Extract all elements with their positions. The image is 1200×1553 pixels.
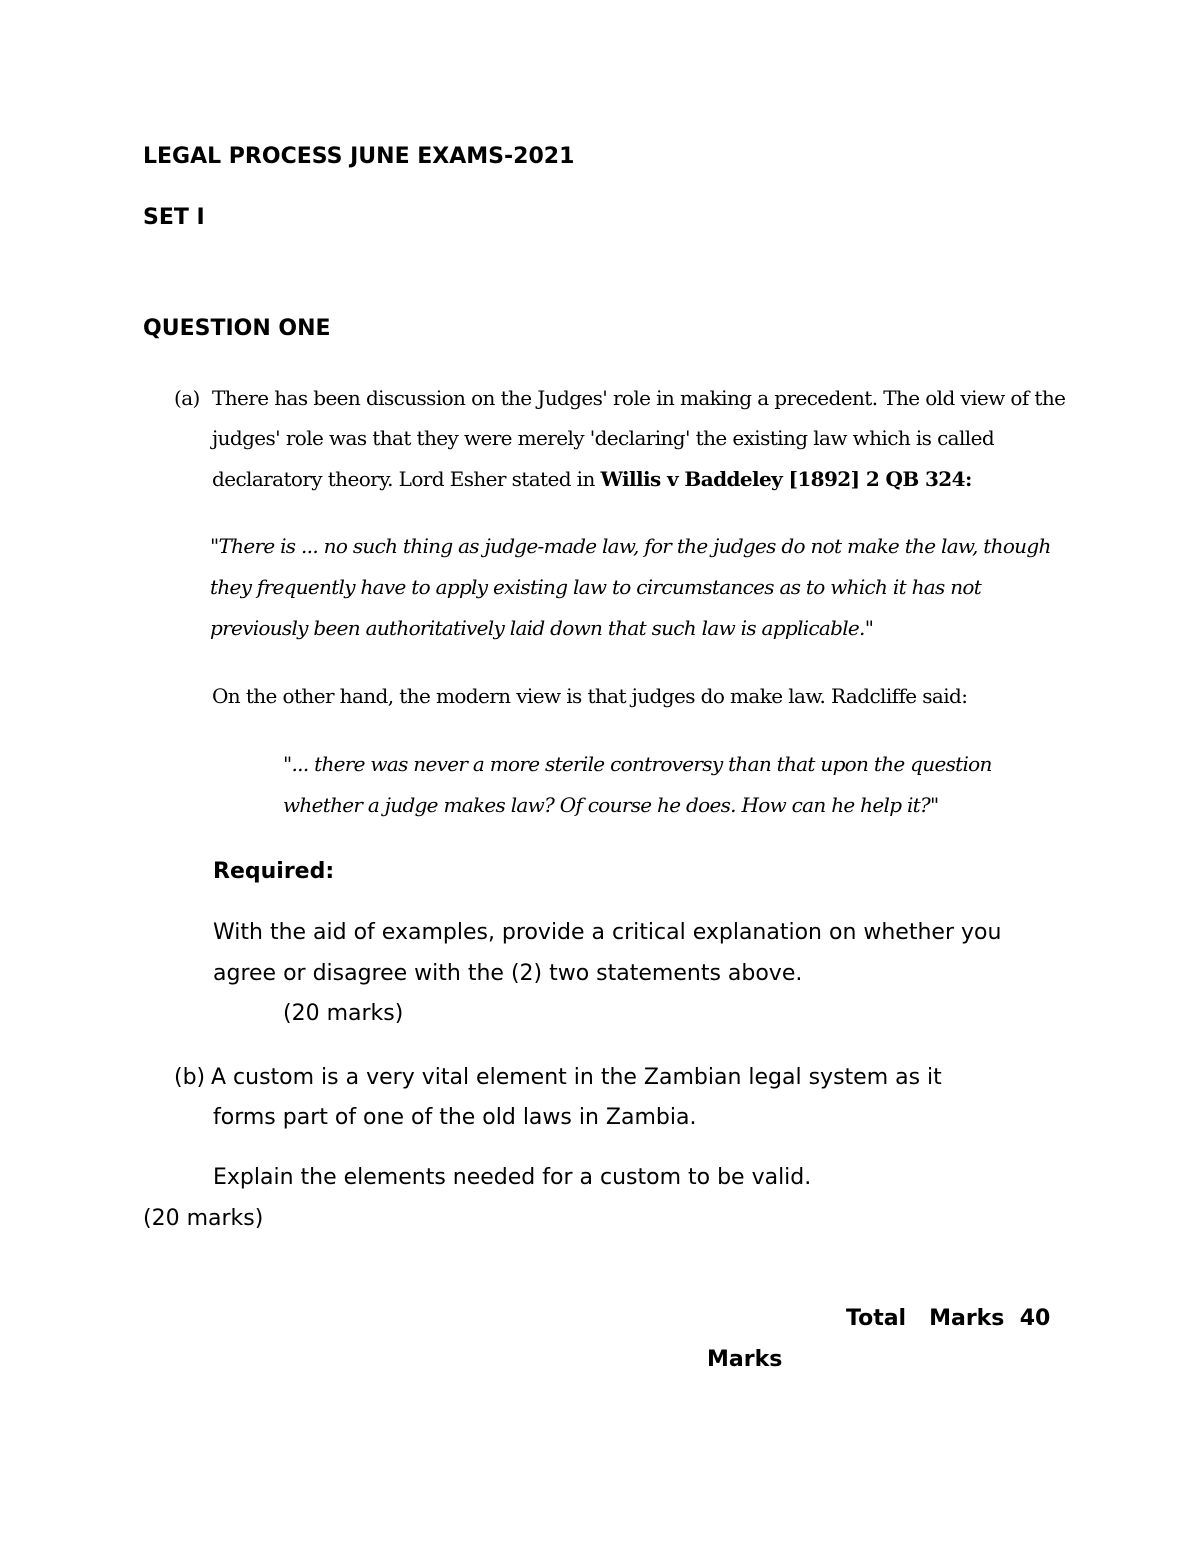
part-b-line-2: forms part of one of the old laws in Zambia.: [213, 1105, 697, 1130]
part-a-label: (a): [174, 386, 200, 410]
total-marks-line-2: Marks: [707, 1347, 783, 1372]
question-heading: QUESTION ONE: [143, 316, 331, 341]
part-b-line-1: A custom is a very vital element in the Zambian legal system as it: [211, 1065, 942, 1090]
required-line-2: agree or disagree with the (2) two statements above.: [213, 961, 803, 986]
radcliffe-quote-line-2: whether a judge makes law? Of course he does. How can he help it?": [283, 793, 939, 817]
part-b-instruction: Explain the elements needed for a custom to be valid.: [213, 1165, 812, 1190]
case-citation: Willis v Baddeley [1892] 2 QB 324:: [600, 467, 972, 491]
part-a-line-3-text: declaratory theory. Lord Esher stated in: [212, 467, 601, 491]
required-line-1: With the aid of examples, provide a critical explanation on whether you: [213, 920, 1002, 945]
part-a-marks: (20 marks): [283, 1001, 404, 1026]
esher-quote-line-1: "There is ... no such thing as judge-made law, for the judges do not make the law, though: [210, 534, 1051, 558]
part-a-line-2: judges' role was that they were merely 'declaring' the existing law which is called: [212, 426, 995, 450]
esher-quote-line-3: previously been authoritatively laid down that such law is applicable.": [210, 616, 874, 640]
esher-quote-line-2: they frequently have to apply existing law to circumstances as to which it has not: [210, 575, 982, 599]
part-b-marks: (20 marks): [143, 1206, 264, 1231]
document-title: LEGAL PROCESS JUNE EXAMS-2021: [143, 144, 575, 169]
radcliffe-quote-line-1: "... there was never a more sterile controversy than that upon the question: [283, 752, 992, 776]
modern-view-text: On the other hand, the modern view is that judges do make law. Radcliffe said:: [212, 684, 968, 708]
set-label: SET I: [143, 205, 205, 230]
part-a-line-1: There has been discussion on the Judges' role in making a precedent. The old view of the: [212, 386, 1066, 410]
required-label: Required:: [213, 859, 335, 884]
part-a-line-3: [212, 466, 972, 492]
part-b-label: (b): [174, 1065, 206, 1090]
total-marks-line-1: Total Marks 40: [846, 1306, 1051, 1331]
